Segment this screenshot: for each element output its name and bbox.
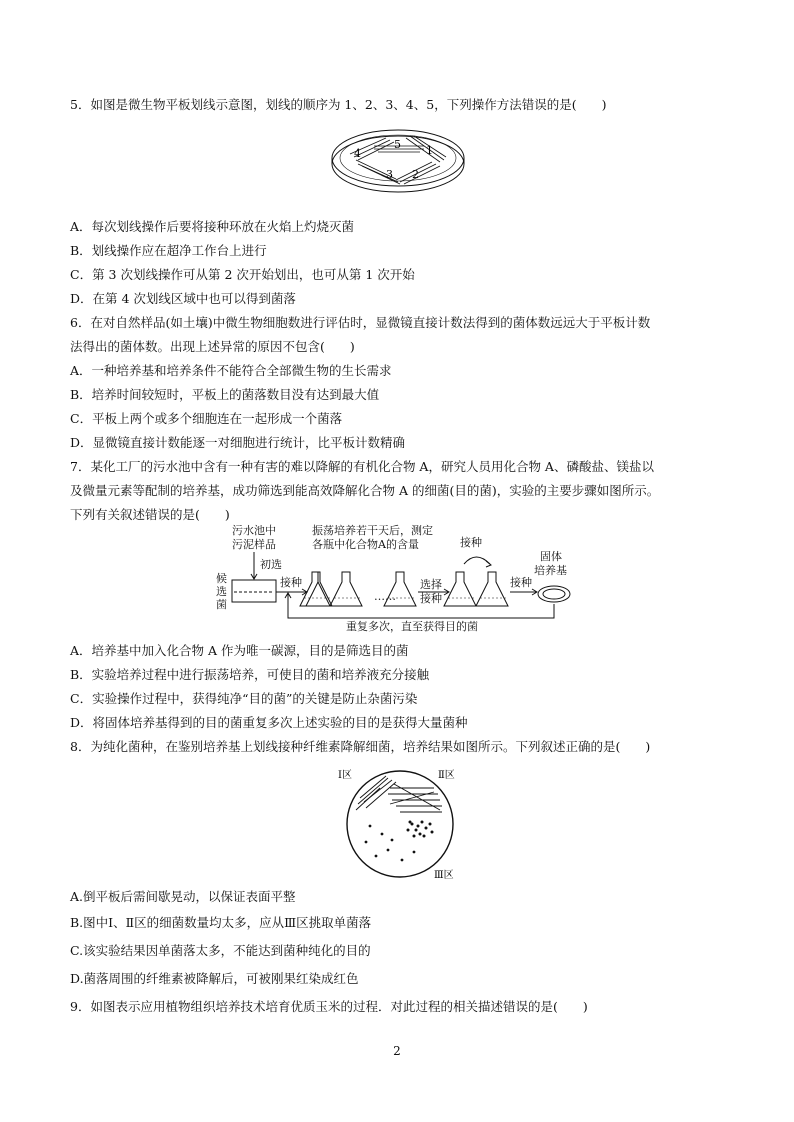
q5-stem: 5．如图是微生物平板划线示意图，划线的顺序为 1、2、3、4、5，下列操作方法错误的是( ) xyxy=(70,97,607,112)
q7-initial-screen-label: 初选 xyxy=(260,558,282,571)
q8-zone-3-label: Ⅲ区 xyxy=(434,870,454,881)
q5-streak-plate-figure xyxy=(328,124,468,200)
q8-zone-2-label: Ⅱ区 xyxy=(438,770,455,781)
q7-stem-line-2: 及微量元素等配制的培养基，成功筛选到能高效降解化合物 A 的细菌(目的菌)，实验的主要步骤如图所示。 xyxy=(70,483,660,498)
q5-label-2: 2 xyxy=(412,168,419,181)
q7-option-d: D．将固体培养基得到的目的菌重复多次上述实验的目的是获得大量菌种 xyxy=(70,715,468,730)
q7-sample-label-1: 污水池中 xyxy=(232,524,276,537)
q5-label-4: 4 xyxy=(354,147,361,160)
page-number: 2 xyxy=(393,1044,401,1058)
q7-solid-medium-label-2: 培养基 xyxy=(534,564,567,577)
q6-option-a: A．一种培养基和培养条件不能符合全部微生物的生长需求 xyxy=(70,363,392,378)
q8-stem: 8．为纯化菌种，在鉴别培养基上划线接种纤维素降解细菌，培养结果如图所示。下列叙述正确的是( ) xyxy=(70,739,651,754)
q5-label-3: 3 xyxy=(386,168,393,181)
q7-candidate-label-3: 菌 xyxy=(216,598,227,611)
q8-option-c: C.该实验结果因单菌落太多，不能达到菌种纯化的目的 xyxy=(70,943,371,958)
q6-option-c: C．平板上两个或多个细胞连在一起形成一个菌落 xyxy=(70,411,343,426)
q7-inoculate-label-2: 接种 xyxy=(460,536,482,549)
q6-stem-line-2: 法得出的菌体数。出现上述异常的原因不包含( ) xyxy=(70,339,355,354)
q7-option-a: A．培养基中加入化合物 A 作为唯一碳源，目的是筛选目的菌 xyxy=(70,643,409,658)
q7-solid-medium-label-1: 固体 xyxy=(540,550,562,563)
q7-select-label-2: 接种 xyxy=(420,592,442,605)
q7-stem-line-1: 7．某化工厂的污水池中含有一种有害的难以降解的有机化合物 A，研究人员用化合物 A、磷酸盐、镁盐以 xyxy=(70,459,654,474)
q9-stem: 9．如图表示应用植物组织培养技术培育优质玉米的过程．对此过程的相关描述错误的是( ) xyxy=(70,999,588,1014)
q7-select-label-1: 选择 xyxy=(420,578,442,591)
q7-candidate-label-1: 候 xyxy=(216,572,227,585)
q7-candidate-label-2: 选 xyxy=(216,585,227,598)
q7-screening-flow-figure xyxy=(214,522,584,636)
q7-shake-label-1: 振荡培养若干天后，测定 xyxy=(312,524,433,537)
q5-option-b: B．划线操作应在超净工作台上进行 xyxy=(70,243,267,258)
q6-stem-line-1: 6．在对自然样品(如土壤)中微生物细胞数进行评估时，显微镜直接计数法得到的菌体数远远大于平板计数 xyxy=(70,315,651,330)
q8-option-d: D.菌落周围的纤维素被降解后，可被刚果红染成红色 xyxy=(70,971,359,986)
q7-inoculate-label-1: 接种 xyxy=(280,576,302,589)
q7-option-c: C．实验操作过程中，获得纯净“目的菌”的关键是防止杂菌污染 xyxy=(70,691,418,706)
q7-sample-label-2: 污泥样品 xyxy=(232,538,276,551)
q6-option-d: D．显微镜直接计数能逐一对细胞进行统计，比平板计数精确 xyxy=(70,435,406,450)
q7-shake-label-2: 各瓶中化合物A的含量 xyxy=(312,538,419,551)
q8-option-b: B.图中Ⅰ、Ⅱ区的细菌数量均太多，应从Ⅲ区挑取单菌落 xyxy=(70,915,372,930)
q7-inoculate-label-3: 接种 xyxy=(510,576,532,589)
q8-zone-plate-figure xyxy=(330,764,470,882)
q5-label-5: 5 xyxy=(394,138,401,151)
q5-option-a: A．每次划线操作后要将接种环放在火焰上灼烧灭菌 xyxy=(70,219,355,234)
q8-option-a: A.倒平板后需间歇晃动，以保证表面平整 xyxy=(70,889,296,904)
q7-repeat-label: 重复多次，直至获得目的菌 xyxy=(346,620,478,633)
q6-option-b: B．培养时间较短时，平板上的菌落数目没有达到最大值 xyxy=(70,387,380,402)
q7-option-b: B．实验培养过程中进行振荡培养，可使目的菌和培养液充分接触 xyxy=(70,667,430,682)
q7-dots-label: …… xyxy=(374,590,396,603)
q8-zone-1-label: Ⅰ区 xyxy=(338,770,352,781)
q7-stem-line-3: 下列有关叙述错误的是( ) xyxy=(70,507,230,522)
q5-option-c: C．第 3 次划线操作可从第 2 次开始划出，也可从第 1 次开始 xyxy=(70,267,415,282)
q5-label-1: 1 xyxy=(426,144,433,157)
q5-option-d: D．在第 4 次划线区域中也可以得到菌落 xyxy=(70,291,296,306)
